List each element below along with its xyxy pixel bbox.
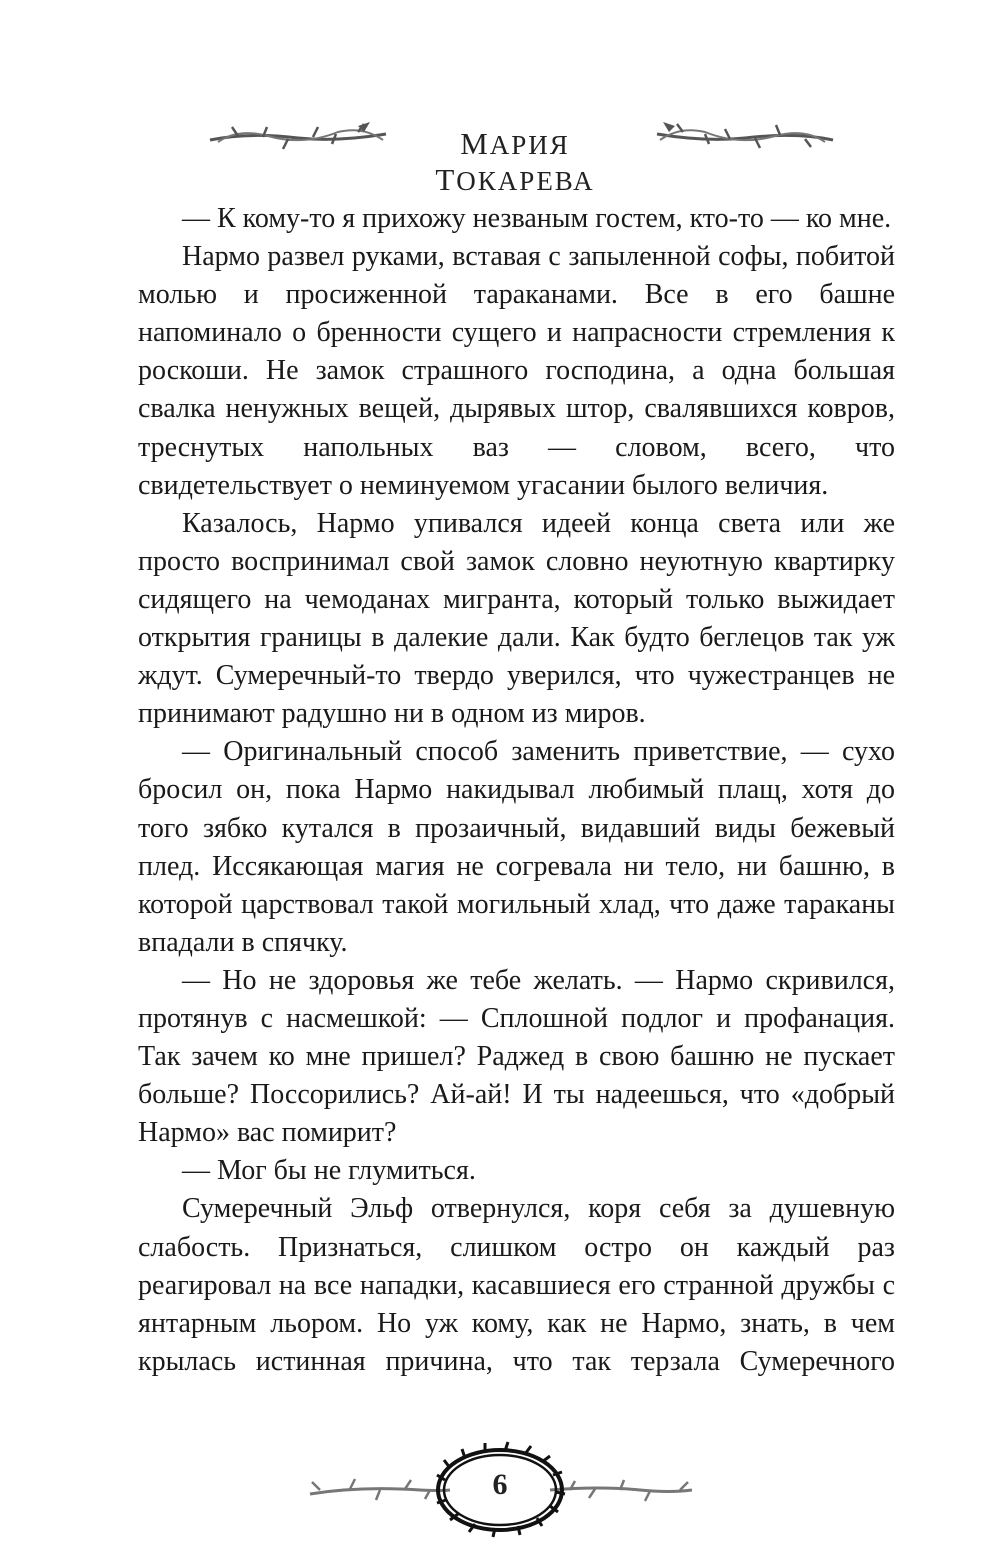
page-number: 6 <box>492 1468 508 1501</box>
book-author: МАРИЯ ТОКАРЕВА <box>435 126 595 197</box>
paragraph: Сумеречный Эльф отвернулся, коря себя за душевную слабость. Признаться, слишком остро он каждый раз реагировал на все нападки, касавшиеся его странной дружбы с янтарным льором. Но уж кому, как не Нармо, знать, в чем крылась истинная причина, что так терзала Сумеречного <box>138 1193 895 1377</box>
page-footer <box>0 1440 1000 1540</box>
thorn-ornament-left-icon <box>208 120 388 156</box>
body-text <box>138 200 895 1381</box>
paragraph: Нармо развел руками, вставая с запыленной софы, побитой молью и просиженной тараканами. Все в его башне напоминало о бренности сущего и напрасности стремления к роскоши. Не замок страшного господина, а одна большая свалка ненужных вещей, дырявых штор, свалявшихся ковров, треснутых напольных ваз — словом, всего, что свидетельствует о неминуемом угасании былого величия. <box>138 241 895 501</box>
running-header <box>0 108 1000 197</box>
paragraph: — Оригинальный способ заменить приветствие, — сухо бросил он, пока Нармо накидывал любимый плащ, хотя до того зябко кутался в прозаичный, видавший виды бежевый плед. Иссякающая магия не согревала ни тело, ни башню, в которой царствовал такой могильный хлад, что даже тараканы впадали в спячку. <box>138 736 895 958</box>
paragraph: — К кому-то я прихожу незваным гостем, кто-то — ко мне. <box>182 203 892 234</box>
paragraph: — Но не здоровья же тебе желать. — Нармо скривился, протянув с насмешкой: — Сплошной подлог и профанация. Так зачем ко мне пришел? Раджед в свою башню не пускает больше? Поссорились? Ай-ай! И ты надеешься, что «добрый Нармо» вас помирит? <box>138 964 895 1149</box>
paragraph: Казалось, Нармо упивался идеей конца света или же просто воспринимал свой замок словно неуютную квартирку сидящего на чемоданах мигранта, который только выжидает открытия границы в далекие дали. Как будто беглецов так уж ждут. Сумеречный-то твердо уверился, что чужестранцев не принимают радушно ни в одном из миров. <box>138 507 895 730</box>
paragraph: — Мог бы не глумиться. <box>182 1155 476 1187</box>
thorn-ornament-right-icon <box>655 120 835 156</box>
